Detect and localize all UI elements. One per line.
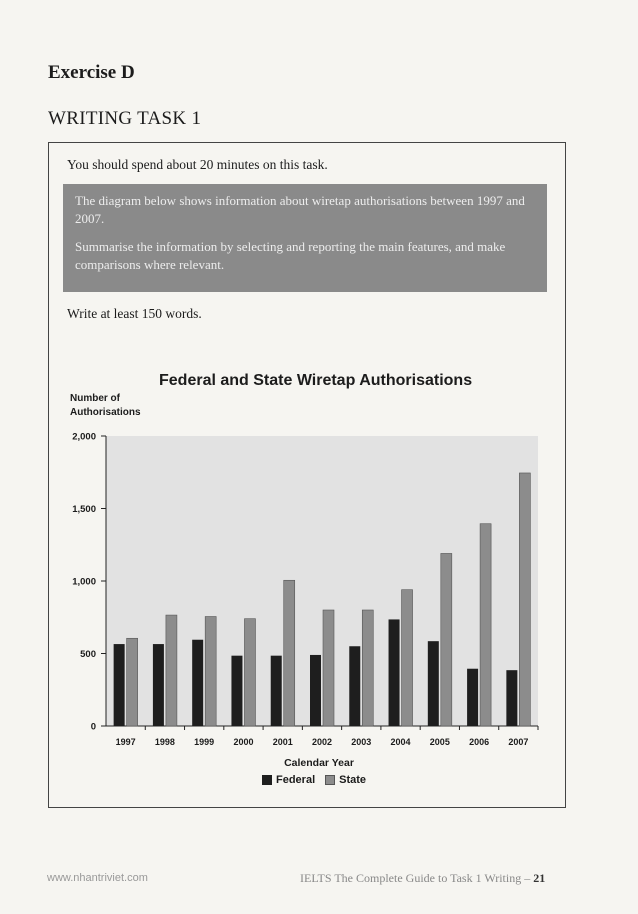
- x-tick-label: 2007: [508, 737, 529, 747]
- y-axis-label: Number of Authorisations: [70, 393, 141, 418]
- x-tick-label: 2004: [390, 737, 411, 747]
- chart-title: Federal and State Wiretap Authorisations: [159, 372, 473, 389]
- bar-state-2007: [519, 473, 530, 726]
- prompt-line-1: The diagram below shows information about wiretap authorisations between 1997 and 2007.: [75, 193, 525, 226]
- bar-state-2004: [402, 590, 413, 726]
- bar-state-1998: [166, 615, 177, 726]
- x-tick-label: 2005: [429, 737, 450, 747]
- legend-label-federal: Federal: [276, 774, 316, 786]
- intro-text: You should spend about 20 minutes on this task.: [67, 157, 328, 172]
- bar-state-1999: [205, 617, 216, 726]
- bar-federal-1999: [192, 640, 203, 726]
- x-tick-label: 2000: [233, 737, 254, 747]
- x-tick-label: 1998: [154, 737, 175, 747]
- task-heading: WRITING TASK 1: [48, 108, 202, 129]
- bar-federal-2007: [506, 670, 517, 726]
- y-tick-label: 0: [90, 721, 96, 733]
- x-tick-label: 2001: [272, 737, 293, 747]
- page-number: 21: [533, 871, 546, 885]
- bar-federal-2004: [389, 619, 400, 726]
- bar-state-2005: [441, 553, 452, 726]
- bar-state-2003: [362, 610, 373, 726]
- bar-federal-2001: [271, 656, 282, 726]
- bar-state-2006: [480, 524, 491, 726]
- bar-federal-2006: [467, 669, 478, 726]
- y-tick-label: 500: [80, 649, 96, 660]
- x-tick-label: 2006: [469, 737, 490, 747]
- y-tick-label: 1,500: [72, 504, 96, 515]
- x-tick-label: 2003: [351, 737, 372, 747]
- bar-federal-1998: [153, 644, 164, 726]
- x-axis-label: Calendar Year: [284, 757, 354, 769]
- y-tick-label: 2,000: [72, 431, 96, 443]
- x-tick-label: 2002: [311, 737, 333, 747]
- footer-book-title: [300, 871, 545, 886]
- bar-state-1997: [127, 638, 138, 726]
- chart-legend: [262, 774, 366, 786]
- bar-federal-1997: [114, 644, 125, 726]
- word-count-instruction: Write at least 150 words.: [67, 306, 202, 321]
- bar-state-2001: [284, 580, 295, 726]
- y-tick-label: 1,000: [72, 576, 96, 588]
- x-tick-label: 1999: [194, 737, 215, 747]
- bar-federal-2003: [349, 646, 360, 726]
- bar-federal-2000: [231, 656, 242, 726]
- legend-swatch-federal: [262, 775, 272, 785]
- legend-swatch-state: [325, 775, 335, 785]
- prompt-line-2: Summarise the information by selecting and reporting the main features, and make comparisons where relevant.: [75, 239, 506, 272]
- footer-book-name: IELTS The Complete Guide to Task 1 Writing –: [300, 871, 531, 885]
- legend-label-state: State: [339, 774, 367, 786]
- bar-state-2000: [244, 619, 255, 726]
- x-tick-label: 1997: [115, 737, 136, 747]
- bar-state-2002: [323, 610, 334, 726]
- footer-website: www.nhantriviet.com: [47, 872, 148, 884]
- bar-federal-2005: [428, 641, 439, 726]
- bar-federal-2002: [310, 655, 321, 726]
- exercise-heading: Exercise D: [48, 62, 135, 83]
